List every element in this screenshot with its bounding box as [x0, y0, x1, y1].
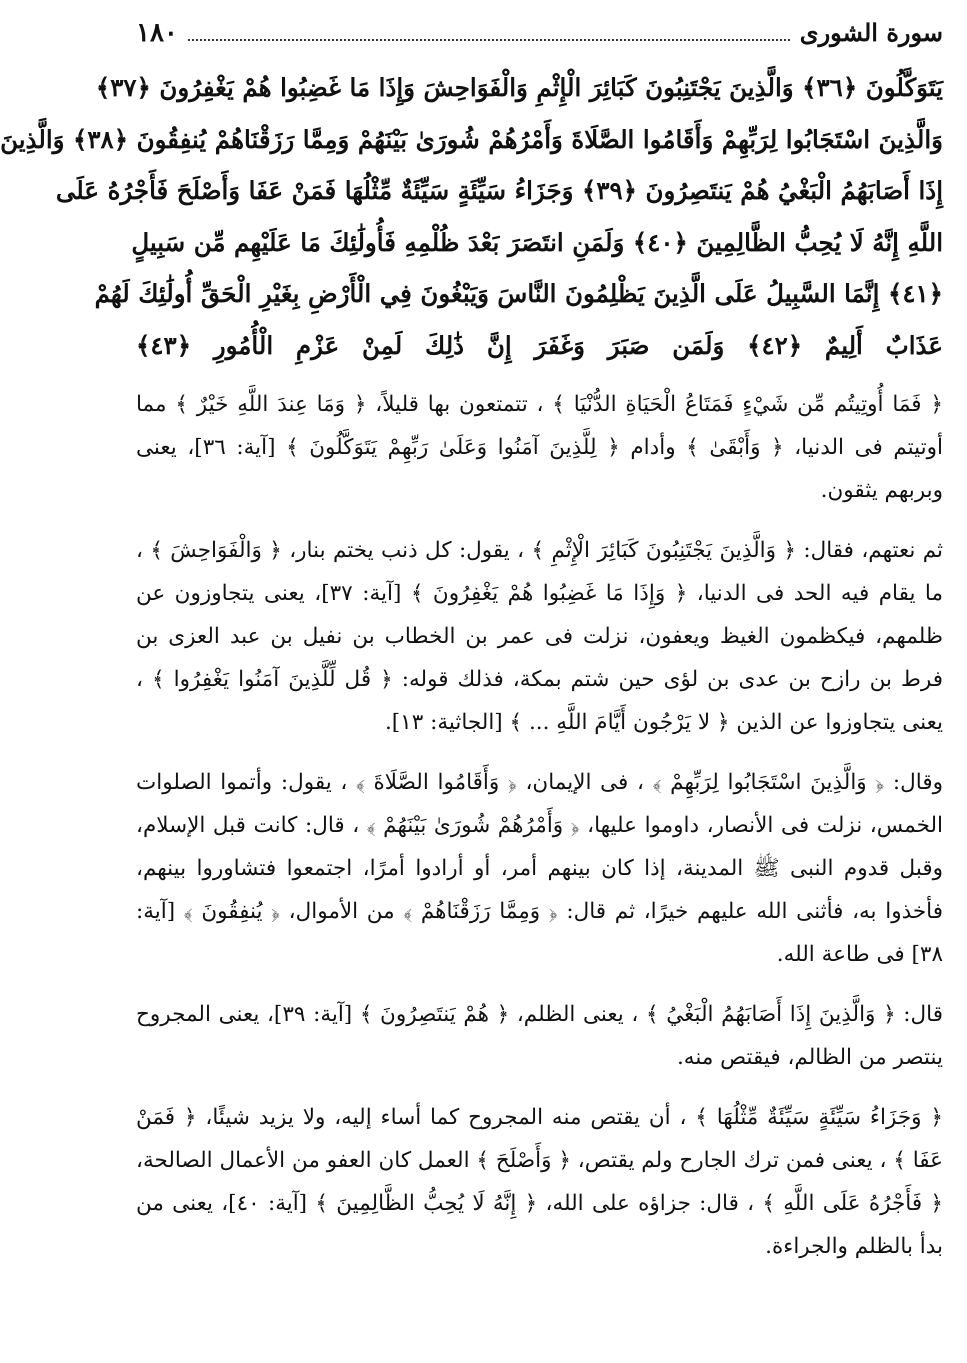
dotted-leader [188, 39, 790, 41]
book-page [0, 18, 943, 1285]
quran-line: إِذَا أَصَابَهُمُ الْبَغْيُ هُمْ يَنتَصِرُونَ ﴿٣٩﴾ وَجَزَاءُ سَيِّئَةٍ سَيِّئَةٌ مِّثْلُهَا فَمَنْ عَفَا وَأَصْلَحَ فَأَجْرُهُ عَلَى [55, 176, 943, 205]
tafsir-paragraph: قال: ﴿ وَالَّذِينَ إِذَا أَصَابَهُمُ الْبَغْيُ ﴾ ، يعنى الظلم، ﴿ هُمْ يَنتَصِرُونَ ﴾ [آية: ٣٩]، يعنى المجروح ينتصر من الظالم، فيقتص منه. [136, 1002, 943, 1070]
quran-line: يَتَوَكَّلُونَ ﴿٣٦﴾ وَالَّذِينَ يَجْتَنِبُونَ كَبَائِرَ الْإِثْمِ وَالْفَوَاحِشَ وَإِذَا مَا غَضِبُوا هُمْ يَغْفِرُونَ ﴿٣٧﴾ [95, 73, 943, 102]
surah-title: سورة الشورى [799, 18, 943, 47]
tafsir-paragraph: وقال: ﴿ وَالَّذِينَ اسْتَجَابُوا لِرَبِّهِمْ ﴾ ، فى الإيمان، ﴿ وَأَقَامُوا الصَّلَاةَ ﴾ ، يقول: وأتموا الصلوات الخمس، نزلت فى الأنصار، داوموا عليها، ﴿ وَأَمْرُهُمْ شُورَىٰ بَيْنَهُمْ ﴾ ، قال: كانت قبل الإسلام، وقبل قدوم النبى ﷺ المدينة، إذا كان بينهم أمر، أو أرادوا أمرًا، اجتمعوا فتشاوروا بينهم، فأخذوا به، فأثنى الله عليهم خيرًا، ثم قال: ﴿ وَمِمَّا رَزَقْنَاهُمْ ﴾ من الأموال، ﴿ يُنفِقُونَ ﴾ [آية: ٣٨] فى طاعة الله. [136, 770, 943, 967]
tafsir-commentary [136, 383, 943, 1268]
tafsir-paragraph: ثم نعتهم، فقال: ﴿ وَالَّذِينَ يَجْتَنِبُونَ كَبَائِرَ الْإِثْمِ ﴾ ، يقول: كل ذنب يختم بنار، ﴿ وَالْفَوَاحِشَ ﴾ ، ما يقام فيه الحد فى الدنيا، ﴿ وَإِذَا مَا غَضِبُوا هُمْ يَغْفِرُونَ ﴾ [آية: ٣٧]، يعنى يتجاوزون عن ظلمهم، فيكظمون الغيظ ويعفون، نزلت فى عمر بن الخطاب بن نفيل بن عبد العزى بن فرط بن رازح بن عدى بن لؤى حين شتم بمكة، فذلك قوله: ﴿ قُل لِّلَّذِينَ آمَنُوا يَغْفِرُوا ﴾ ، يعنى يتجاوزوا عن الذين ﴿ لا يَرْجُون أَيَّامَ اللَّهِ ... ﴾ [الجاثية: ١٣]. [136, 538, 943, 735]
page-number: ١٨٠ [136, 18, 178, 48]
quran-line: اللَّهِ إِنَّهُ لَا يُحِبُّ الظَّالِمِينَ ﴿٤٠﴾ وَلَمَنِ انتَصَرَ بَعْدَ ظُلْمِهِ فَأُولَٰئِكَ مَا عَلَيْهِم مِّن سَبِيلٍ [131, 227, 943, 257]
quran-line: عَذَابٌ أَلِيمٌ ﴿٤٢﴾ وَلَمَن صَبَرَ وَغَفَرَ إِنَّ ذَٰلِكَ لَمِنْ عَزْمِ الْأُمُورِ ﴿٤٣﴾ [136, 330, 943, 360]
tafsir-paragraph: ﴿ فَمَا أُوتِيتُم مِّن شَيْءٍ فَمَتَاعُ الْحَيَاةِ الدُّنْيَا ﴾ ، تتمتعون بها قليلاً، ﴿ وَمَا عِندَ اللَّهِ خَيْرٌ ﴾ مما أوتيتم فى الدنيا، ﴿ وَأَبْقَىٰ ﴾ وأدام ﴿ لِلَّذِينَ آمَنُوا وَعَلَىٰ رَبِّهِمْ يَتَوَكَّلُونَ ﴾ [آية: ٣٦]، يعنى وبربهم يثقون. [136, 392, 943, 503]
quran-line: وَالَّذِينَ اسْتَجَابُوا لِرَبِّهِمْ وَأَقَامُوا الصَّلَاةَ وَأَمْرُهُمْ شُورَىٰ بَيْنَهُمْ وَمِمَّا رَزَقْنَاهُمْ يُنفِقُونَ ﴿٣٨﴾ وَالَّذِينَ [0, 124, 943, 154]
quran-line: ﴿٤١﴾ إِنَّمَا السَّبِيلُ عَلَى الَّذِينَ يَظْلِمُونَ النَّاسَ وَيَبْغُونَ فِي الْأَرْضِ بِغَيْرِ الْحَقِّ أُولَٰئِكَ لَهُمْ [94, 279, 943, 308]
quran-text-block [0, 62, 943, 371]
running-head [136, 18, 943, 58]
tafsir-paragraph: ﴿ وَجَزَاءُ سَيِّئَةٍ سَيِّئَةٌ مِّثْلُهَا ﴾ ، أن يقتص منه المجروح كما أساء إليه، ولا يزيد شيئًا، ﴿ فَمَنْ عَفَا ﴾ ، يعنى فمن ترك الجارح ولم يقتص، ﴿ وَأَصْلَحَ ﴾ العمل كان العفو من الأعمال الصالحة، ﴿ فَأَجْرُهُ عَلَى اللَّهِ ﴾ ، قال: جزاؤه على الله، ﴿ إِنَّهُ لَا يُحِبُّ الظَّالِمِينَ ﴾ [آية: ٤٠]، يعنى من بدأ بالظلم والجراءة. [136, 1105, 943, 1259]
